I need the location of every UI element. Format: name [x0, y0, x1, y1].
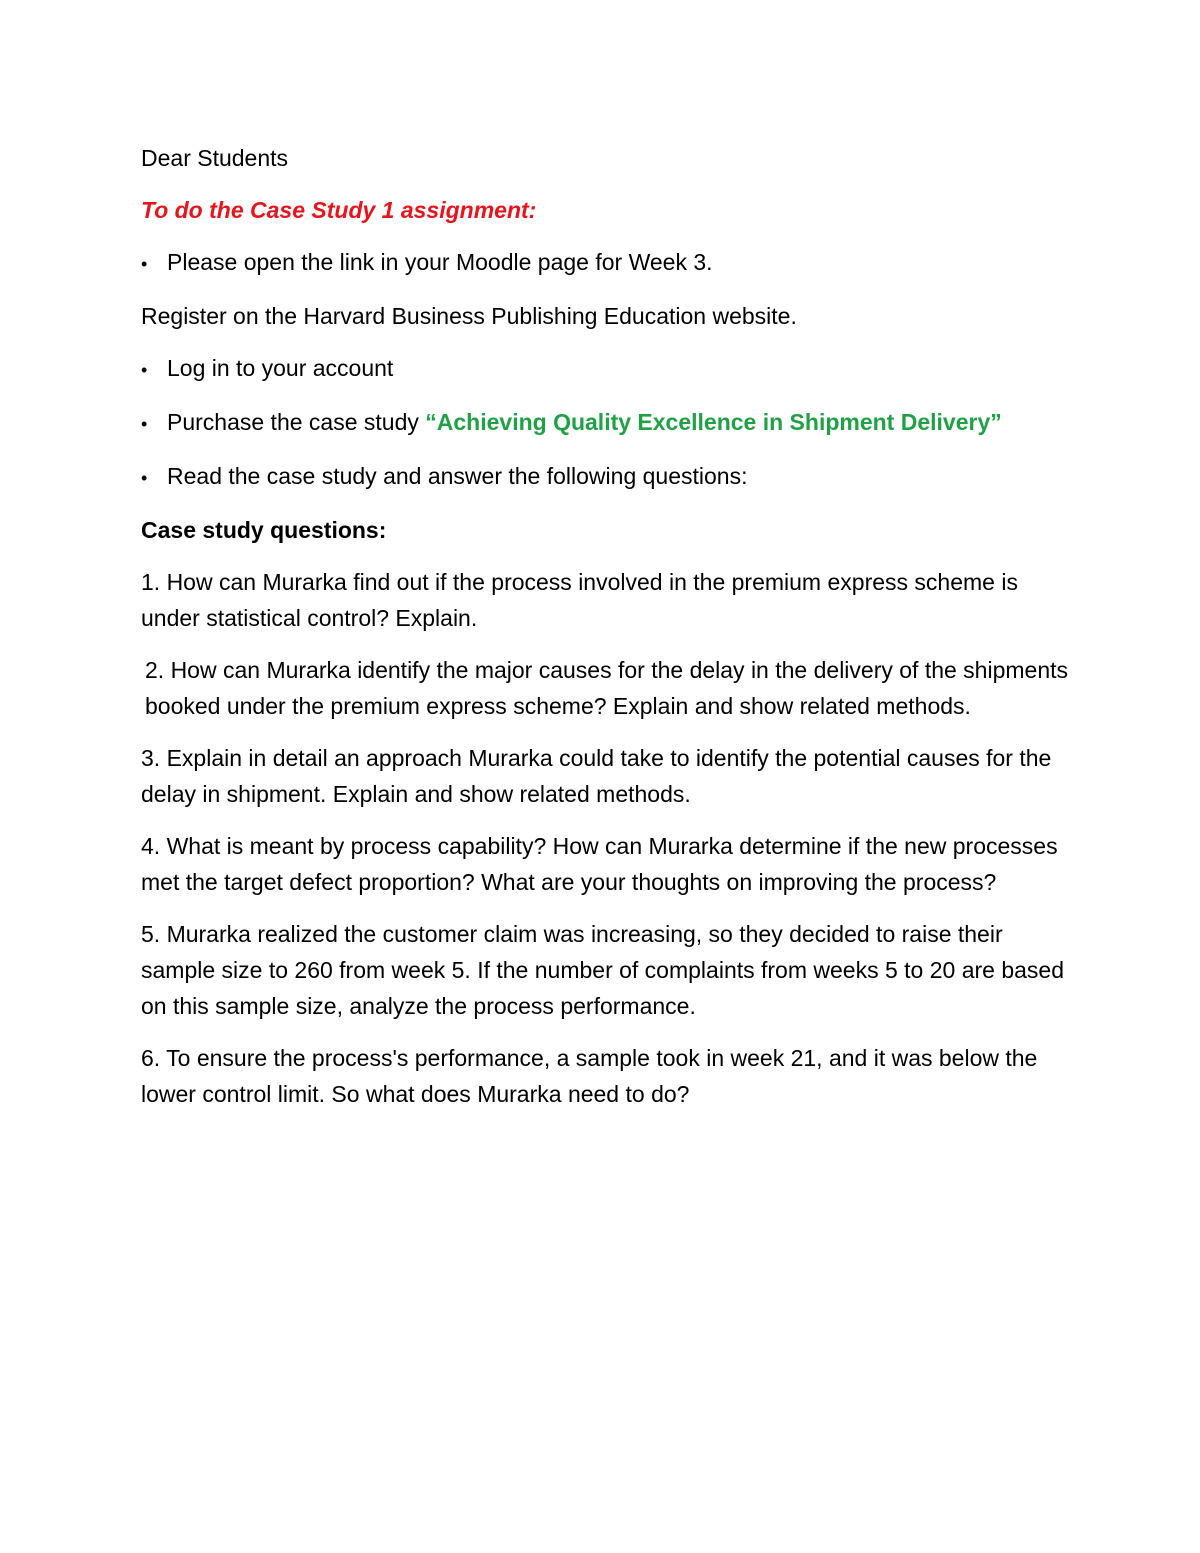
question-3: 3. Explain in detail an approach Murarka could take to identify the potential causes for the delay in shipment. Explain and show related methods.: [141, 745, 1052, 807]
step-purchase: [141, 404, 1071, 442]
bullet-icon: •: [141, 414, 148, 434]
step-text: Log in to your account: [167, 355, 394, 381]
question-2: 2. How can Murarka identify the major causes for the delay in the delivery of the shipments booked under the premium express scheme? Explain and show related methods.: [145, 657, 1069, 719]
step-register: Register on the Harvard Business Publishing Education website.: [141, 303, 797, 329]
bullet-icon: •: [141, 468, 148, 488]
question-1: 1. How can Murarka find out if the process involved in the premium express scheme is under statistical control? Explain.: [141, 569, 1018, 631]
document-page: [141, 140, 1071, 1128]
step-text: Read the case study and answer the following questions:: [167, 463, 748, 489]
step-read: [141, 458, 1071, 496]
case-study-title: “Achieving Quality Excellence in Shipment Delivery”: [425, 409, 1002, 435]
questions-heading: Case study questions:: [141, 517, 387, 543]
step-open-link: [141, 244, 1071, 282]
question-5: 5. Murarka realized the customer claim was increasing, so they decided to raise their sample size to 260 from week 5. If the number of complaints from weeks 5 to 20 are based on this sample size, analyze the process performance.: [141, 921, 1065, 1019]
bullet-icon: •: [141, 360, 148, 380]
step-text: [167, 404, 1002, 440]
greeting: Dear Students: [141, 145, 289, 171]
step-text-prefix: Purchase the case study: [167, 409, 426, 435]
bullet-icon: •: [141, 254, 148, 274]
question-6: 6. To ensure the process's performance, a sample took in week 21, and it was below the lower control limit. So what does Murarka need to do?: [141, 1045, 1038, 1107]
assignment-heading: To do the Case Study 1 assignment:: [141, 197, 537, 223]
step-text: Please open the link in your Moodle page for Week 3.: [167, 249, 713, 275]
question-4: 4. What is meant by process capability? How can Murarka determine if the new processes met the target defect proportion? What are your thoughts on improving the process?: [141, 833, 1058, 895]
step-log-in: [141, 350, 1071, 388]
